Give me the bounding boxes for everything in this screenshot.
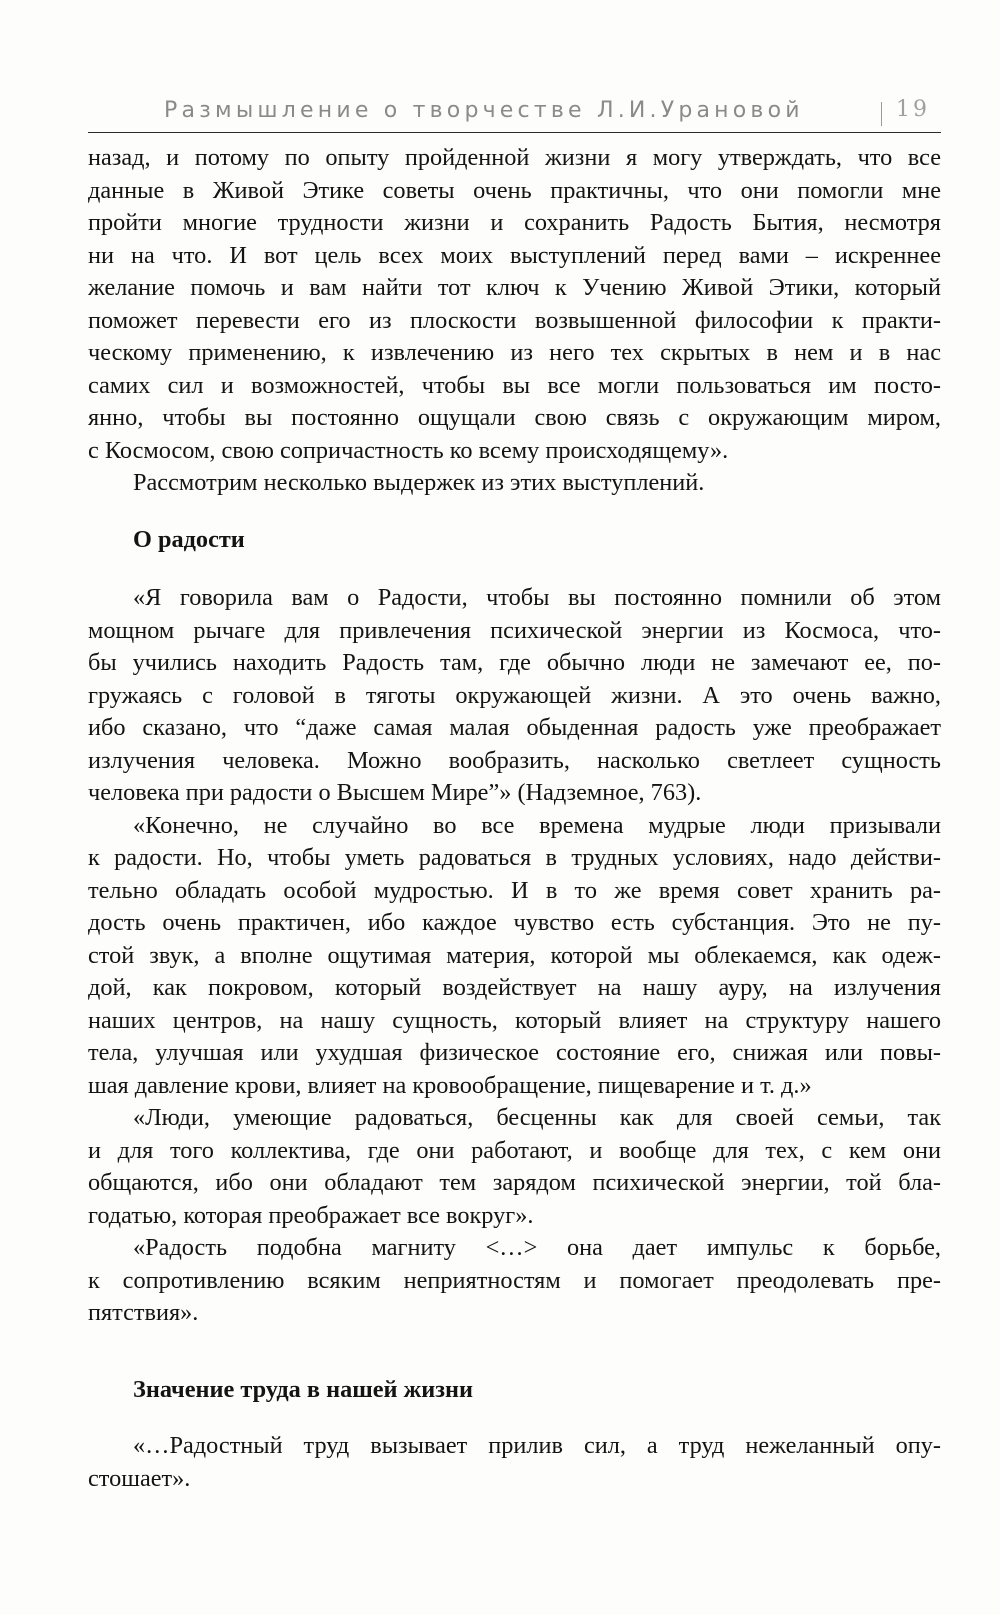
text-line: гружаясь с головой в тяготы окружающей жизни. А это очень важно, [88, 681, 941, 709]
text-line: янно, чтобы вы постоянно ощущали свою связь с окружающим миром, [88, 404, 941, 431]
text-line: годатью, которая преображает все вокруг». [88, 1201, 534, 1229]
text-line: самих сил и возможностей, чтобы вы все могли пользоваться им посто- [88, 371, 941, 399]
text-line: общаются, ибо они обладают тем зарядом психической энергии, той бла- [88, 1169, 941, 1196]
running-title: Размышление о творчестве Л.И.Урановой [164, 98, 804, 123]
text-line: ибо сказано, что “даже самая малая обыденная радость уже преображает [88, 714, 941, 741]
text-line: дой, как покровом, который воздействует на нашу ауру, на излучения [88, 974, 941, 1001]
header-separator [881, 102, 882, 126]
page-body [88, 142, 941, 1495]
text-line: шая давление крови, влияет на кровообращение, пищеварение и т. д.» [88, 1071, 812, 1099]
text-line: человека при радости о Высшем Мире”» (Надземное, 763). [88, 779, 702, 806]
intro-paragraph [88, 142, 941, 467]
page-number: 19 [896, 97, 930, 122]
text-line: бы учились находить Радость там, где обычно люди не замечают ее, по- [88, 649, 941, 676]
text-line: стошает». [88, 1464, 191, 1492]
joy-paragraph-3 [88, 1102, 941, 1232]
text-line: к радости. Но, чтобы уметь радоваться в трудных условиях, надо действи- [88, 844, 941, 871]
text-line: излучения человека. Можно вообразить, насколько светлеет сущность [88, 746, 941, 774]
joy-paragraph-2 [88, 810, 941, 1103]
spacer [88, 556, 941, 582]
text-line: мощном рычаге для привлечения психической энергии из Космоса, что- [88, 616, 941, 644]
joy-paragraph-4 [88, 1232, 941, 1330]
text-line: «Я говорила вам о Радости, чтобы вы постоянно помнили об этом [133, 584, 941, 611]
text-line: желание помочь и вам найти тот ключ к Учению Живой Этики, который [88, 274, 941, 301]
running-header [88, 96, 941, 133]
text-line: Рассмотрим несколько выдержек из этих выступлений. [133, 469, 705, 496]
text-line: к сопротивлению всяким неприятностям и помогает преодолевать пре- [88, 1266, 941, 1294]
section-heading-joy: О радости [133, 525, 245, 553]
text-line: наших центров, на нашу сущность, который влияет на структуру нашего [88, 1006, 941, 1034]
text-line: ни на что. И вот цель всех моих выступлений перед вами – искреннее [88, 241, 941, 269]
text-line: стой звук, а вполне ощутимая материя, которой мы облекаемся, как одеж- [88, 941, 941, 969]
labor-paragraph-1 [88, 1430, 941, 1495]
text-line: и для того коллектива, где они работают, и вообще для тех, с кем они [88, 1136, 941, 1164]
text-line: с Космосом, свою сопричастность ко всему происходящему». [88, 436, 729, 464]
spacer [88, 1406, 941, 1430]
text-line: назад, и потому по опыту пройденной жизни я могу утверждать, что все [88, 144, 941, 171]
intro-followup-paragraph [88, 467, 941, 500]
joy-paragraph-1 [88, 582, 941, 810]
text-line: «…Радостный труд вызывает прилив сил, а труд нежеланный опу- [133, 1432, 941, 1459]
text-line: «Конечно, не случайно во все времена мудрые люди призывали [133, 811, 941, 839]
text-line: пятствия». [88, 1299, 199, 1326]
text-line: дость очень практичен, ибо каждое чувство есть субстанция. Это не пу- [88, 909, 941, 936]
text-line: ческому применению, к извлечению из него тех скрытых в нем и в нас [88, 339, 941, 366]
spacer [88, 1330, 941, 1374]
text-line: данные в Живой Этике советы очень практичны, что они помогли мне [88, 176, 941, 204]
text-line: тельно обладать особой мудростью. И в то же время совет хранить ра- [88, 876, 941, 904]
text-line: тела, улучшая или ухудшая физическое состояние его, снижая или повы- [88, 1039, 941, 1066]
text-line: «Радость подобна магниту <…> она дает импульс к борьбе, [133, 1234, 941, 1261]
section-heading-labor: Значение труда в нашей жизни [133, 1375, 473, 1403]
text-line: пройти многие трудности жизни и сохранить Радость Бытия, несмотря [88, 209, 941, 236]
spacer [88, 500, 941, 524]
text-line: «Люди, умеющие радоваться, бесценны как для своей семьи, так [133, 1104, 941, 1131]
text-line: поможет перевести его из плоскости возвышенной философии к практи- [88, 306, 941, 334]
